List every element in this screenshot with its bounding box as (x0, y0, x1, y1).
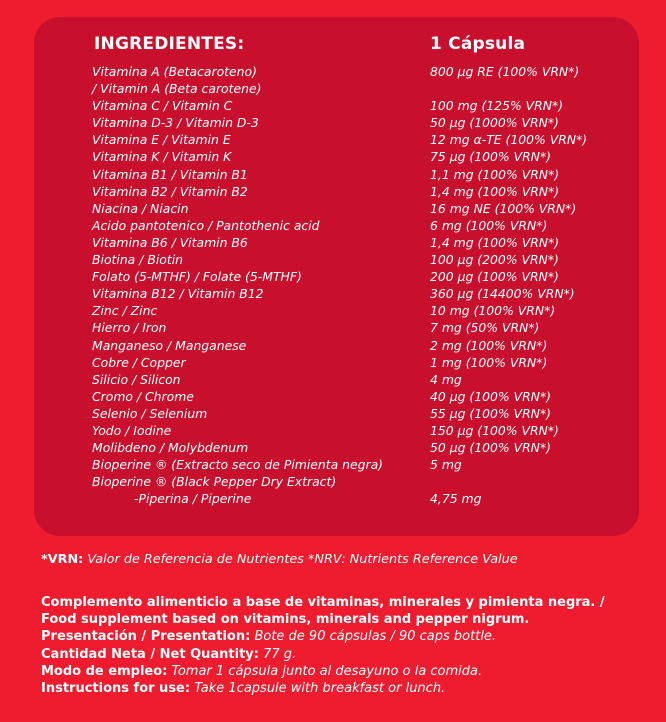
ingredient-amount: 75 µg (100% VRN*) (430, 149, 551, 165)
ingredient-row (0, 131, 666, 148)
ingredient-amount: 200 µg (100% VRN*) (430, 269, 559, 285)
description-text-1: Complemento alimenticio a base de vitaminas, minerales y pimienta negra. / (41, 595, 605, 610)
usage-en-label: Instructions for use: (41, 681, 191, 697)
ingredient-row (0, 422, 666, 439)
ingredient-name: Molibdeno / Molybdenum (92, 440, 249, 456)
ingredient-row (0, 371, 666, 388)
ingredients-heading: INGREDIENTES: (94, 34, 245, 54)
net-quantity-label: Cantidad Neta / Net Quantity: (41, 646, 259, 662)
description-line-1 (41, 594, 651, 611)
presentation-line (41, 628, 651, 645)
usage-en-value: Take 1capsule with breakfast or lunch. (190, 681, 446, 697)
ingredient-name: Vitamina B2 / Vitamin B2 (92, 183, 248, 199)
ingredient-name: Yodo / Iodine (92, 422, 172, 438)
ingredient-row (0, 166, 666, 183)
ingredient-amount: 5 mg (430, 457, 462, 473)
ingredient-row (0, 456, 666, 473)
ingredients-table (0, 63, 666, 507)
ingredient-name: Biotina / Biotin (92, 252, 183, 268)
ingredient-name: Vitamina B6 / Vitamin B6 (92, 234, 248, 250)
ingredient-name: Acido pantotenico / Pantothenic acid (92, 217, 320, 233)
vrn-text: Valor de Referencia de Nutrientes *NRV: Nutrients Reference Value (83, 552, 518, 567)
ingredient-name: Vitamina A (Betacaroteno) (92, 64, 257, 79)
ingredient-amount: 4,75 mg (430, 491, 482, 507)
ingredient-amount: 55 µg (100% VRN*) (430, 405, 551, 421)
ingredient-amount: 12 mg α-TE (100% VRN*) (430, 132, 588, 148)
ingredient-name: Cobre / Copper (92, 354, 186, 370)
ingredient-name: / Vitamin A (Beta carotene) (92, 81, 262, 97)
ingredient-amount: 360 µg (14400% VRN*) (430, 286, 575, 302)
ingredient-name: Silicio / Silicon (92, 371, 181, 387)
ingredient-name: Bioperine ® (Black Pepper Dry Extract) (92, 474, 337, 490)
ingredient-row (0, 217, 666, 234)
ingredient-amount: 50 µg (1000% VRN*) (430, 115, 559, 131)
ingredient-name: Vitamina K / Vitamin K (92, 149, 232, 165)
ingredient-amount: 100 mg (125% VRN*) (430, 98, 564, 114)
ingredient-name: Cromo / Chrome (92, 388, 194, 404)
ingredient-amount: 1,4 mg (100% VRN*) (430, 234, 560, 250)
net-quantity-value: 77 g. (258, 646, 297, 662)
ingredient-row (0, 148, 666, 165)
ingredient-name: Manganeso / Manganese (92, 337, 247, 353)
ingredient-row (0, 234, 666, 251)
ingredient-name: Niacina / Niacin (92, 200, 189, 216)
net-quantity-line (41, 646, 651, 663)
usage-es-label: Modo de empleo: (41, 663, 168, 679)
presentation-label: Presentación / Presentation: (41, 629, 251, 645)
usage-en-line (41, 680, 651, 697)
ingredient-amount: 16 mg NE (100% VRN*) (430, 200, 577, 216)
ingredient-amount: 40 µg (100% VRN*) (430, 388, 551, 404)
serving-heading: 1 Cápsula (430, 34, 526, 54)
ingredient-amount: 1,1 mg (100% VRN*) (430, 166, 560, 182)
presentation-value: Bote de 90 cápsulas / 90 caps bottle. (250, 629, 497, 645)
ingredient-row (0, 473, 666, 490)
vrn-note (41, 552, 518, 567)
ingredient-name: Zinc / Zinc (92, 303, 158, 319)
ingredient-row (0, 439, 666, 456)
ingredient-name: Vitamina C / Vitamin C (92, 98, 233, 114)
ingredient-row (0, 337, 666, 354)
ingredient-name: Selenio / Selenium (92, 405, 208, 421)
description-text-2: Food supplement based on vitamins, minerals and pepper nigrum. (41, 612, 530, 628)
ingredient-name: Vitamina B12 / Vitamin B12 (92, 286, 264, 302)
ingredient-row (0, 80, 666, 97)
ingredient-name: Folato (5-MTHF) / Folate (5-MTHF) (92, 269, 302, 285)
ingredient-amount: 50 µg (100% VRN*) (430, 440, 551, 456)
ingredient-row (0, 302, 666, 319)
ingredient-name: -Piperina / Piperine (134, 491, 252, 507)
ingredient-amount: 7 mg (50% VRN*) (430, 320, 540, 336)
ingredient-row (0, 354, 666, 371)
product-info (41, 594, 651, 697)
ingredient-row (0, 388, 666, 405)
description-line-2 (41, 611, 651, 628)
ingredient-row (0, 97, 666, 114)
ingredient-row (0, 251, 666, 268)
ingredient-row (0, 285, 666, 302)
ingredient-amount: 4 mg (430, 371, 462, 387)
ingredient-name: Hierro / Iron (92, 320, 167, 336)
ingredient-amount: 100 µg (200% VRN*) (430, 252, 559, 268)
ingredient-row (0, 405, 666, 422)
ingredient-name: Bioperine ® (Extracto seco de Pimienta negra) (92, 457, 384, 473)
ingredient-amount: 1 mg (100% VRN*) (430, 354, 548, 370)
ingredient-name: Vitamina D-3 / Vitamin D-3 (92, 115, 259, 131)
ingredient-row (0, 114, 666, 131)
ingredient-row (0, 490, 666, 507)
usage-es-line (41, 663, 651, 680)
ingredient-amount: 150 µg (100% VRN*) (430, 422, 559, 438)
ingredient-name: Vitamina E / Vitamin E (92, 132, 231, 148)
ingredient-row (0, 319, 666, 336)
ingredient-amount: 1,4 mg (100% VRN*) (430, 183, 560, 199)
ingredient-row (0, 183, 666, 200)
usage-es-value: Tomar 1 cápsula junto al desayuno o la comida. (167, 663, 483, 679)
ingredient-row (0, 200, 666, 217)
ingredient-name: Vitamina B1 / Vitamin B1 (92, 166, 248, 182)
ingredient-row (0, 63, 666, 80)
ingredient-amount: 2 mg (100% VRN*) (430, 337, 548, 353)
ingredient-amount: 6 mg (100% VRN*) (430, 217, 548, 233)
ingredient-row (0, 268, 666, 285)
ingredient-amount: 800 µg RE (100% VRN*) (430, 64, 580, 79)
vrn-label: *VRN: (41, 552, 84, 567)
ingredient-amount: 10 mg (100% VRN*) (430, 303, 556, 319)
